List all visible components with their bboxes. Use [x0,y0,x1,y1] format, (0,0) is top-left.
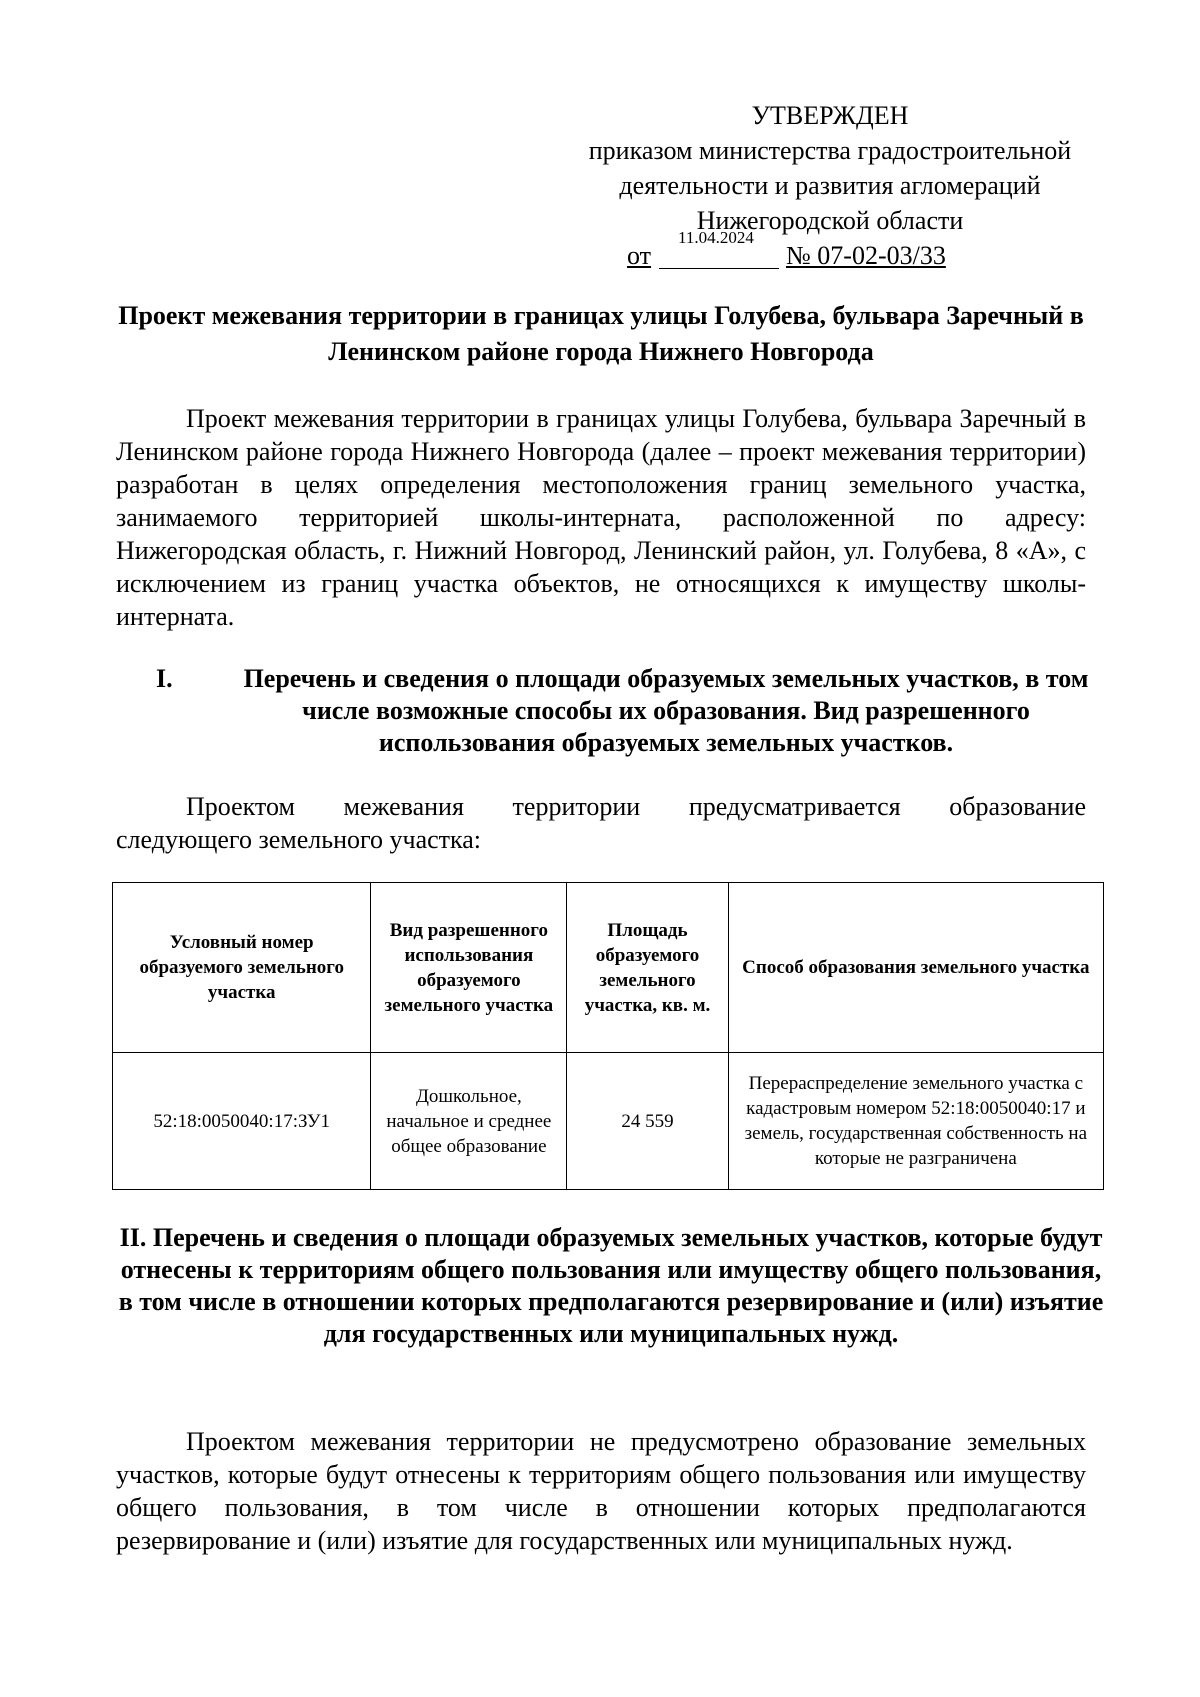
approval-line-3: Нижегородской области [696,206,964,235]
cell-plot-number: 52:18:0050040:17:ЗУ1 [113,1053,371,1190]
order-date: 11.04.2024 [678,228,754,247]
section-1-numeral: I. [156,664,173,693]
header-area: Площадь образуемого земельного участка, кв. м. [567,883,728,1053]
order-number [786,238,946,273]
section-1-heading-text: Перечень и сведения о площади образуемых земельных участков, в том числе возможные способы их образования. Вид разрешенного использования образуемых земельных участков. [243,664,1089,757]
section-1-heading [116,663,1106,759]
order-line [560,228,1100,276]
header-permitted-use: Вид разрешенного использования образуемого земельного участка [371,883,567,1053]
section-1-paragraph-line-1: Проектом межевания территории предусматривается образование [186,792,1086,821]
approval-stamp: УТВЕРЖДЕН [751,101,909,130]
cell-permitted-use: Дошкольное, начальное и среднее общее образование [371,1053,567,1190]
header-formation-method: Способ образования земельного участка [728,883,1103,1053]
table-header-row [113,883,1104,1053]
order-from-label: от [627,241,652,270]
section-1-paragraph-line-2: следующего земельного участка: [116,825,482,854]
intro-paragraph: Проект межевания территории в границах улицы Голубева, бульвара Заречный в Ленинском районе города Нижнего Новгорода (далее – проект межевания территории) разработан в целях определения местоположения границ земельного участка, занимаемого территорией школы-интерната, расположенной по адресу: Нижегородская область, г. Нижний Новгород, Ленинский район, ул. Голубева, 8 «А», с исключением из границ участка объектов, не относящихся к имуществу школы-интерната. [116,404,1086,631]
approval-block [560,98,1100,276]
section-2-heading: II. Перечень и сведения о площади образуемых земельных участков, которые будут отнесены к территориям общего пользования или имуществу общего пользования, в том числе в отношении которых предполагаются резервирование и (или) изъятие для государственных или муниципальных нужд. [118,1223,1104,1348]
section-1-paragraph [116,790,1086,856]
document-title: Проект межевания территории в границах улицы Голубева, бульвара Заречный в Ленинском районе города Нижнего Новгорода [118,301,1084,366]
cell-area: 24 559 [567,1053,728,1190]
order-number-text: № 07-02-03/33 [786,241,946,270]
approval-line-2: деятельности и развития агломераций [619,171,1041,200]
section-2-paragraph: Проектом межевания территории не предусмотрено образование земельных участков, которые будут отнесены к территориям общего пользования или имуществу общего пользования, в том числе в отношении которых предполагаются резервирование и (или) изъятие для государственных или муниципальных нужд. [116,1427,1086,1555]
header-plot-number: Условный номер образуемого земельного участка [113,883,371,1053]
land-plot-table [112,882,1104,1190]
table-row [113,1053,1104,1190]
cell-formation-method: Перераспределение земельного участка с кадастровым номером 52:18:0050040:17 и земель, государственная собственность на которые не разграничена [728,1053,1103,1190]
date-underline [659,268,779,269]
approval-line-1: приказом министерства градостроительной [588,136,1072,165]
